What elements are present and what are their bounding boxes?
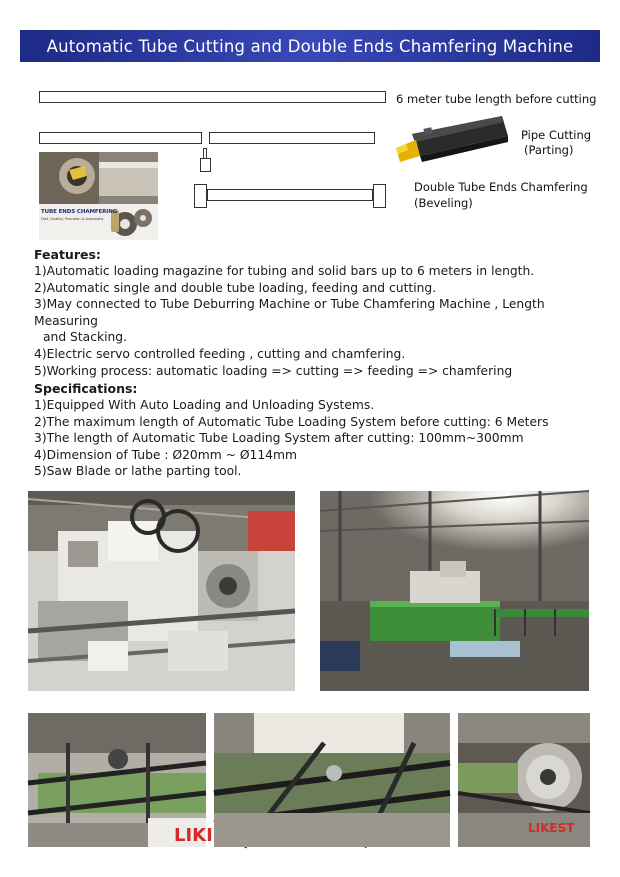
cutter-marker — [203, 148, 207, 158]
parting-tool-image — [392, 112, 512, 172]
tube-piece-right — [209, 132, 375, 144]
feature-item: 2)Automatic single and double tube loading, feeding and cutting. — [34, 280, 437, 295]
spec-item: 2)The maximum length of Automatic Tube Loading System before cutting: 6 Meters — [34, 414, 549, 429]
title-banner — [20, 30, 600, 62]
machine-closeup-photo — [28, 491, 295, 691]
tube-feeding-photo — [28, 713, 213, 847]
brand-logo: LIKEST — [528, 821, 575, 835]
spec-item: 3)The length of Automatic Tube Loading System after cutting: 100mm~300mm — [34, 431, 524, 446]
chamfer-head-photo — [458, 713, 590, 847]
chamfering-tool-inset-photo — [39, 152, 158, 240]
inset-caption: TUBE ENDS CHAMFERING — [41, 209, 118, 215]
feature-item-continuation: and Stacking. — [43, 330, 128, 345]
tube-piece-left — [39, 132, 202, 144]
tube-6m-diagram — [39, 91, 386, 103]
feature-item: 5)Working process: automatic loading => cutting => feeding => chamfering — [34, 363, 513, 378]
feature-item: 4)Electric servo controlled feeding , cutting and chamfering. — [34, 346, 406, 361]
chamfer-cap-left — [194, 184, 207, 208]
brand-logo-partial: LIKI — [174, 825, 213, 846]
spec-item: 4)Dimension of Tube : Ø20mm ~ Ø114mm — [34, 447, 297, 462]
cutter-block — [200, 158, 211, 172]
specifications-title: Specifications: — [34, 381, 138, 396]
spec-item: 1)Equipped With Auto Loading and Unloading Systems. — [34, 398, 375, 412]
pipe-cutting-label: Pipe Cutting — [521, 128, 592, 142]
feature-item: 1)Automatic loading magazine for tubing and solid bars up to 6 meters in length. — [34, 264, 535, 278]
beveling-label: (Beveling) — [414, 196, 473, 210]
chamfer-label: Double Tube Ends Chamfering — [414, 180, 588, 194]
chamfer-cap-right — [373, 184, 386, 208]
page-title: Automatic Tube Cutting and Double Ends Chamfering Machine — [46, 36, 574, 56]
inset-subcaption: Fast, Quality, Precision & Automatic — [41, 217, 104, 221]
parting-label: (Parting) — [524, 143, 574, 157]
feature-item: 3)May connected to Tube Deburring Machine or Tube Chamfering Machine , Length Measuring — [34, 297, 545, 328]
features-title: Features: — [34, 247, 101, 262]
factory-overview-photo — [320, 491, 589, 691]
features-list — [34, 263, 604, 379]
specifications-list — [34, 397, 604, 480]
spec-item: 5)Saw Blade or lathe parting tool. — [34, 464, 242, 479]
tube-length-label: 6 meter tube length before cutting — [396, 92, 597, 106]
feeding-channel-photo — [214, 713, 450, 847]
chamfer-tube-diagram — [207, 189, 373, 201]
